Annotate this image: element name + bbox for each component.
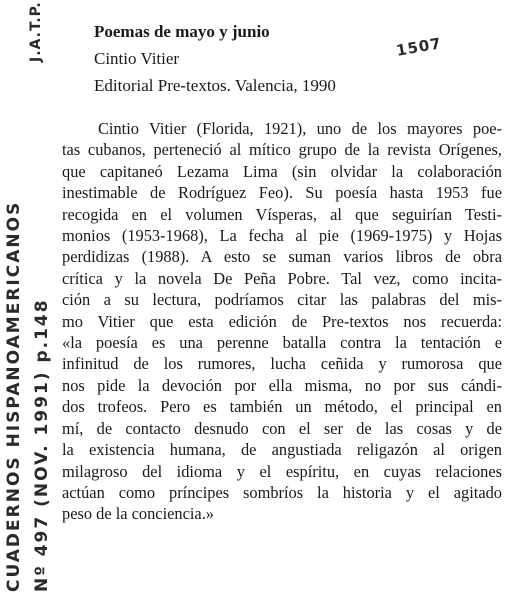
body-line: «la poesía es una perenne batalla contra la tentación e [62,333,502,353]
body-line: peso de la conciencia.» [62,504,214,524]
body-line: milagroso del idioma y el espíritu, en cuyas relaciones [62,461,502,481]
body-line: actúan como príncipes sombríos la historia y el agitado [62,482,502,502]
body-line: mo Vitier que esta edición de Pre-textos nos recuerda: [62,311,502,331]
handwritten-source-journal: CUADERNOS HISPANOAMERICANOS [4,200,24,592]
body-line: que capitaneó Lezama Lima (sin olvidar la colaboración [62,161,502,181]
body-line: recogida en el volumen Vísperas, al que seguirían Testi- [62,204,502,224]
body-line: perdidizas (1988). A esto se suman varios libros de obra [62,247,502,267]
review-body [62,118,502,525]
body-line: Cintio Vitier (Florida, 1921), uno de los mayores poe- [98,119,502,138]
book-title: Poemas de mayo y junio [94,22,270,41]
body-line: mí, de contacto desnudo con el ser de las cosas y de [62,418,502,438]
body-line: crítica y la novela De Peña Pobre. Tal vez, como incita- [62,268,502,288]
body-line: ción a su lectura, podríamos citar las palabras del mis- [62,290,502,310]
body-line: tas cubanos, perteneció al mítico grupo de la revista Orígenes, [62,140,502,160]
body-line: infinitud de los rumores, lucha ceñida y rumorosa que [62,354,502,374]
handwritten-catalog-number: 1507 [394,34,443,60]
book-publisher: Editorial Pre-textos. Valencia, 1990 [94,76,336,95]
body-line: inestimable de Rodríguez Feo). Su poesía hasta 1953 fue [62,183,502,203]
body-line: dos trofeos. Pero es también un método, el principal en [62,397,502,417]
handwritten-source-issue: Nº 497 (NOV. 1991) p.148 [32,298,52,592]
body-line: monios (1953-1968), La fecha al pie (1969-1975) y Hojas [62,226,502,246]
handwritten-initials: J.A.T.P. [28,1,44,62]
body-line: la existencia humana, de angustiada religazón al origen [62,440,502,460]
review-header [94,18,394,99]
body-line: nos pide la devoción por ella misma, no por sus cándi- [62,375,502,395]
book-author: Cintio Vitier [94,49,180,68]
